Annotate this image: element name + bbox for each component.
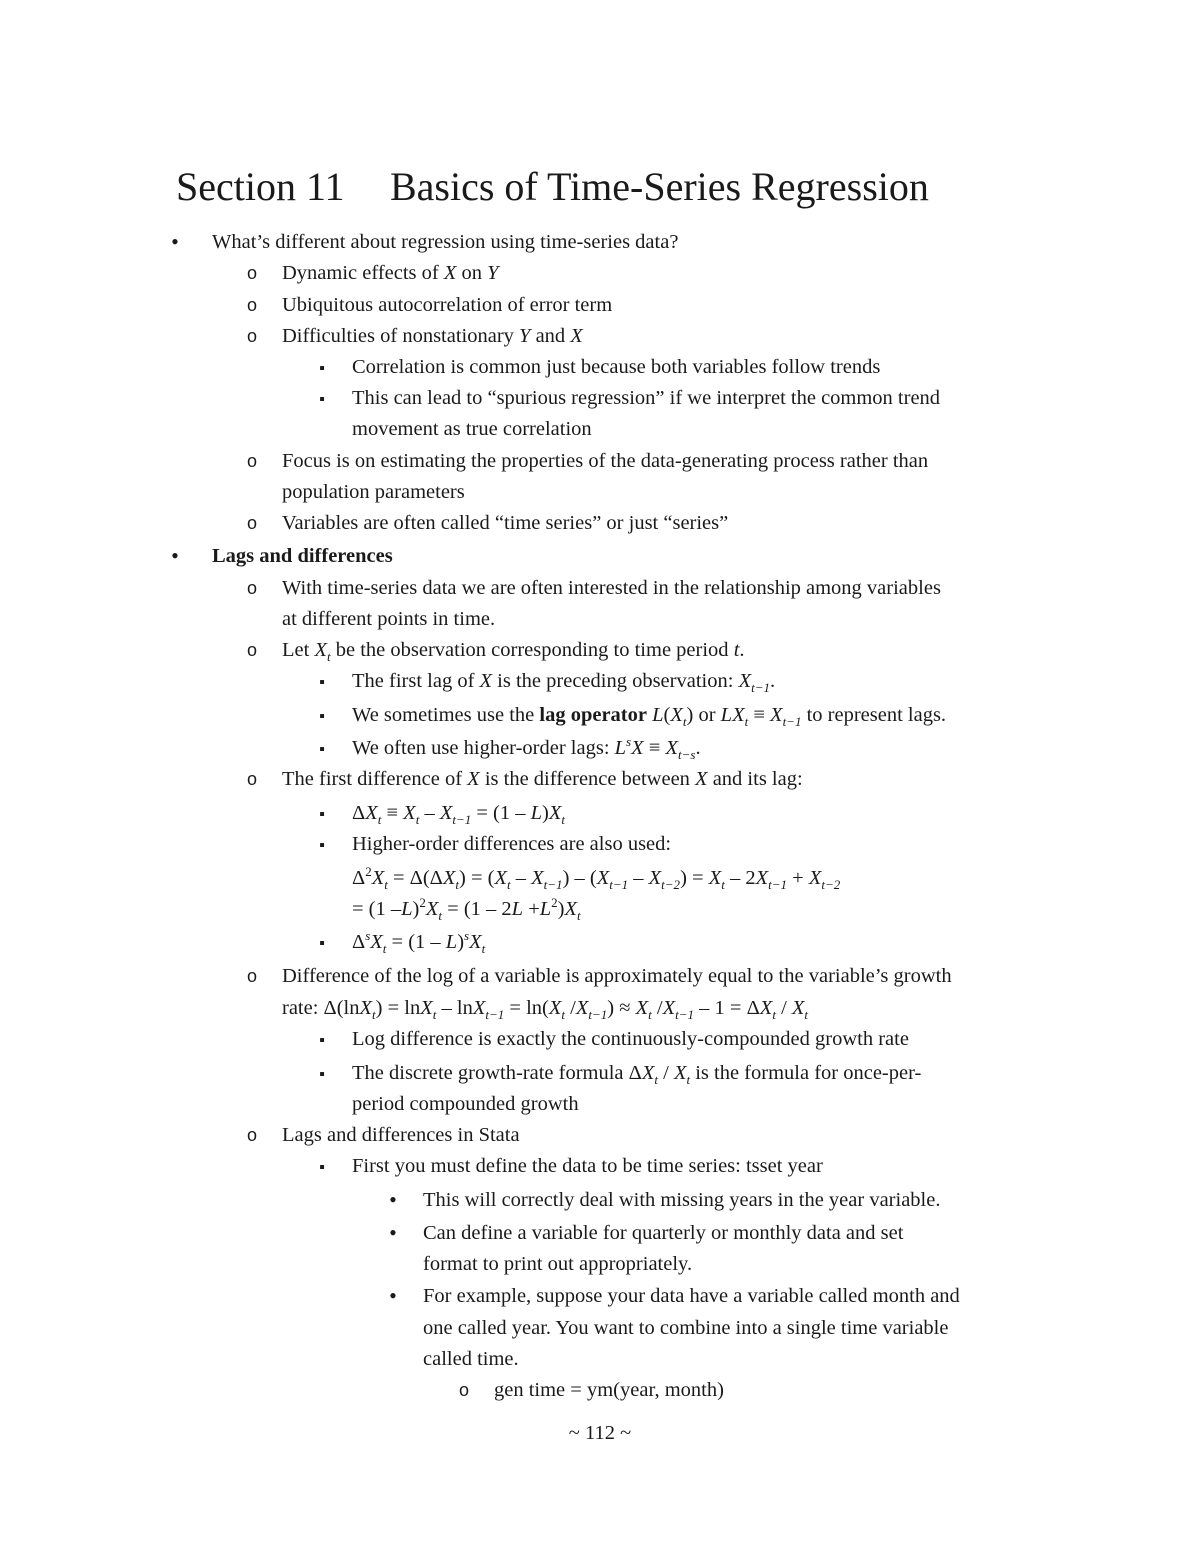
list-item: Higher-order differences are also used: bbox=[352, 833, 672, 855]
page-title bbox=[176, 161, 929, 213]
bullet-icon bbox=[314, 1025, 330, 1055]
section-subheading: Lags and differences bbox=[212, 545, 393, 567]
list-item: Ubiquitous autocorrelation of error term bbox=[282, 294, 613, 316]
bullet-icon bbox=[456, 1376, 472, 1404]
section-heading: Basics of Time-Series Regression bbox=[390, 164, 929, 209]
equation: $\Delta^2X_t = \Delta(\Delta X_t) = (X_t - X_{t-1}) - (X_{t-1} - X_{t-2}) = X_t - 2X_{t-1} + X_{t-2}$ bbox=[352, 864, 841, 893]
bullet-icon bbox=[314, 353, 330, 383]
list-item: The first difference of X is the difference between X and its lag: bbox=[282, 768, 803, 790]
list-item: movement as true correlation bbox=[352, 418, 592, 440]
equation: $\Delta^sX_t = (1 - L)^sX_t$ bbox=[352, 928, 486, 957]
bullet-icon bbox=[314, 384, 330, 414]
bullet-icon bbox=[385, 1186, 401, 1215]
section-number: Section 11 bbox=[176, 164, 345, 209]
bullet-icon bbox=[314, 1059, 330, 1089]
list-item: With time-series data we are often interested in the relationship among variables bbox=[282, 577, 941, 599]
list-item: First you must define the data to be time series: tsset year bbox=[352, 1155, 823, 1177]
list-item: This will correctly deal with missing years in the year variable. bbox=[423, 1189, 941, 1211]
list-item: gen time = ym(year, month) bbox=[494, 1379, 724, 1401]
list-item: format to print out appropriately. bbox=[423, 1253, 693, 1275]
list-item: Difference of the log of a variable is approximately equal to the variable’s growth bbox=[282, 965, 952, 987]
bullet-icon bbox=[244, 322, 260, 350]
bullet-icon bbox=[167, 542, 183, 571]
bullet-icon bbox=[244, 574, 260, 602]
bullet-icon bbox=[244, 1121, 260, 1149]
list-item: Difficulties of nonstationary Y and X bbox=[282, 325, 583, 347]
list-item: Focus is on estimating the properties of the data-generating process rather than bbox=[282, 450, 929, 472]
bullet-icon bbox=[385, 1282, 401, 1311]
list-item: Correlation is common just because both variables follow trends bbox=[352, 356, 881, 378]
bullet-icon bbox=[314, 701, 330, 731]
bullet-icon bbox=[314, 830, 330, 860]
bullet-icon bbox=[244, 765, 260, 793]
bullet-icon bbox=[314, 928, 330, 958]
list-item: Dynamic effects of X on Y bbox=[282, 262, 499, 284]
list-item: For example, suppose your data have a variable called month and bbox=[423, 1285, 960, 1307]
bullet-icon bbox=[244, 259, 260, 287]
list-item: rate: $\Delta(\ln X_t) = \ln X_t - \ln X_{t-1} = \ln(X_t$ $/X_{t-1}) \approx X_t$ $/X_{t-1} - 1 = \Delta X_t / X_t$ bbox=[282, 997, 809, 1023]
list-item: one called year. You want to combine into a single time variable bbox=[423, 1317, 949, 1339]
bullet-icon bbox=[314, 734, 330, 764]
bullet-icon bbox=[244, 962, 260, 990]
bullet-icon bbox=[244, 447, 260, 475]
bullet-icon bbox=[385, 1219, 401, 1248]
bullet-icon bbox=[244, 509, 260, 537]
list-item: What’s different about regression using time-series data? bbox=[212, 231, 679, 253]
list-item: at different points in time. bbox=[282, 608, 496, 630]
list-item: Variables are often called “time series” or just “series” bbox=[282, 512, 729, 534]
list-item: Can define a variable for quarterly or monthly data and set bbox=[423, 1222, 904, 1244]
list-item: We often use higher-order lags: $L^sX \equiv X_{t-s}$. bbox=[352, 734, 701, 763]
list-item: $\Delta X_t \equiv X_t - X_{t-1} = (1 - L)X_t$ bbox=[352, 802, 566, 828]
page-number: ~ 112 ~ bbox=[568, 1422, 632, 1444]
bullet-icon bbox=[167, 228, 183, 257]
list-item: Lags and differences in Stata bbox=[282, 1124, 520, 1146]
list-item: Let $X_t$ be the observation corresponding to time period t. bbox=[282, 639, 745, 665]
list-item: The discrete growth-rate formula $\Delta X_t / X_t$ is the formula for once-per- bbox=[352, 1062, 922, 1088]
list-item: The first lag of X is the preceding observation: $X_{t-1}$. bbox=[352, 670, 776, 696]
bullet-icon bbox=[244, 291, 260, 319]
list-item: We sometimes use the lag operator $L(X_t)$ or $LX_t \equiv X_{t-1}$ to represent lags. bbox=[352, 704, 947, 730]
list-item: Log difference is exactly the continuously-compounded growth rate bbox=[352, 1028, 909, 1050]
bullet-icon bbox=[314, 799, 330, 829]
bullet-icon bbox=[314, 1152, 330, 1182]
list-item: called time. bbox=[423, 1348, 519, 1370]
equation: = (1 $-L)^2X_t = (1 - 2L +L^2)X_t$ bbox=[352, 895, 581, 924]
list-item: population parameters bbox=[282, 481, 465, 503]
bullet-icon bbox=[244, 636, 260, 664]
list-item: period compounded growth bbox=[352, 1093, 579, 1115]
list-item: This can lead to “spurious regression” if we interpret the common trend bbox=[352, 387, 941, 409]
bullet-icon bbox=[314, 667, 330, 697]
